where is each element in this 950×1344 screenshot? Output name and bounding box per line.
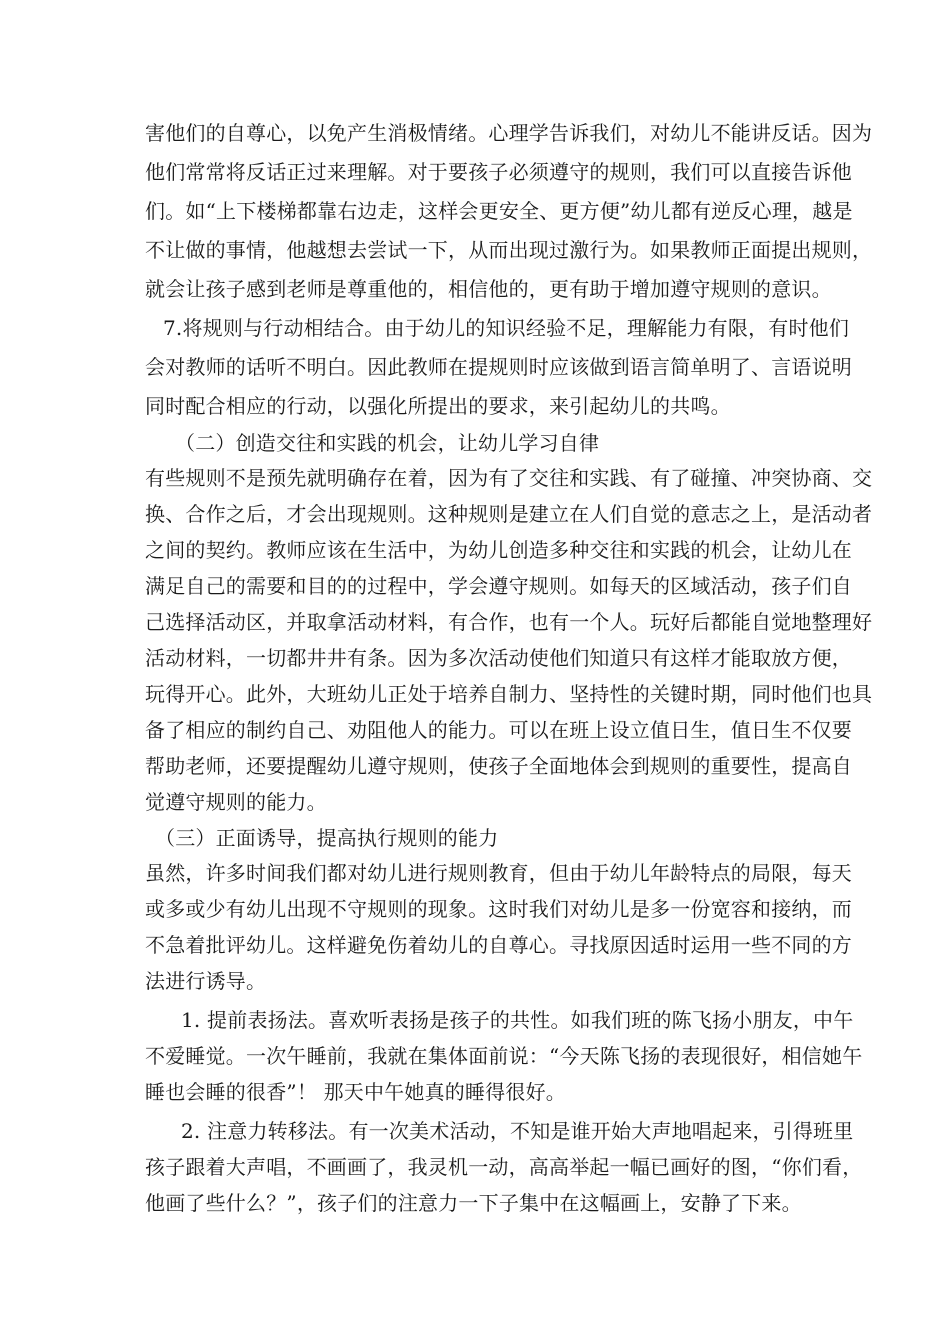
text-line: 不急着批评幼儿。这样避免伤着幼儿的自尊心。寻找原因适时运用一些不同的方	[145, 933, 852, 957]
text-line: 换、合作之后，才会出现规则。这种规则是建立在人们自觉的意志之上，是活动者	[145, 502, 873, 526]
text-line: 之间的契约。教师应该在生活中，为幼儿创造多种交往和实践的机会，让幼儿在	[145, 538, 852, 562]
text-line: 同时配合相应的行动，以强化所提出的要求，来引起幼儿的共鸣。	[145, 394, 731, 418]
text-line: 孩子跟着大声唱，不画画了，我灵机一动，高高举起一幅已画好的图，“你们看，	[145, 1155, 863, 1179]
text-line: 2. 注意力转移法。有一次美术活动，不知是谁开始大声地唱起来，引得班里	[181, 1119, 854, 1143]
text-line: 他们常常将反话正过来理解。对于要孩子必须遵守的规则，我们可以直接告诉他	[145, 160, 852, 184]
text-line: 他画了些什么？”，孩子们的注意力一下子集中在这幅画上，安静了下来。	[145, 1191, 802, 1215]
text-line: 7.将规则与行动相结合。由于幼儿的知识经验不足，理解能力有限，有时他们	[163, 316, 850, 340]
text-line: 们。如“上下楼梯都靠右边走，这样会更安全、更方便”幼儿都有逆反心理，越是	[145, 199, 853, 223]
text-line: 觉遵守规则的能力。	[145, 790, 327, 814]
text-line: 或多或少有幼儿出现不守规则的现象。这时我们对幼儿是多一份宽容和接纳，而	[145, 897, 852, 921]
text-line: 睡也会睡的很香”！ 那天中午她真的睡得很好。	[145, 1080, 566, 1104]
text-line: 1. 提前表扬法。喜欢听表扬是孩子的共性。如我们班的陈飞扬小朋友，中午	[181, 1008, 854, 1032]
text-line: 玩得开心。此外，大班幼儿正处于培养自制力、坚持性的关键时期，同时他们也具	[145, 682, 873, 706]
text-line: 满足自己的需要和目的的过程中，学会遵守规则。如每天的区域活动，孩子们自	[145, 574, 852, 598]
text-line: 虽然，许多时间我们都对幼儿进行规则教育，但由于幼儿年龄特点的局限，每天	[145, 861, 852, 885]
text-line: 不让做的事情，他越想去尝试一下，从而出现过激行为。如果教师正面提出规则，	[145, 238, 873, 262]
text-line: 己选择活动区，并取拿活动材料，有合作，也有一个人。玩好后都能自觉地整理好	[145, 610, 873, 634]
text-line: 不爱睡觉。一次午睡前，我就在集体面前说：“今天陈飞扬的表现很好，相信她午	[145, 1044, 863, 1068]
text-line: 会对教师的话听不明白。因此教师在提规则时应该做到语言简单明了、言语说明	[145, 355, 852, 379]
text-line: 备了相应的制约自己、劝阻他人的能力。可以在班上设立值日生，值日生不仅要	[145, 718, 852, 742]
text-line: 就会让孩子感到老师是尊重他的，相信他的，更有助于增加遵守规则的意识。	[145, 277, 832, 301]
section-heading: （二）创造交往和实践的机会，让幼儿学习自律	[175, 431, 600, 455]
text-line: 法进行诱导。	[145, 969, 267, 993]
text-line: 帮助老师，还要提醒幼儿遵守规则，使孩子全面地体会到规则的重要性，提高自	[145, 754, 852, 778]
text-line: 害他们的自尊心，以免产生消极情绪。心理学告诉我们，对幼儿不能讲反话。因为	[145, 121, 873, 145]
section-heading: （三）正面诱导，提高执行规则的能力	[155, 826, 499, 850]
text-line: 活动材料，一切都井井有条。因为多次活动使他们知道只有这样才能取放方便，	[145, 646, 852, 670]
text-line: 有些规则不是预先就明确存在着，因为有了交往和实践、有了碰撞、冲突协商、交	[145, 466, 873, 490]
